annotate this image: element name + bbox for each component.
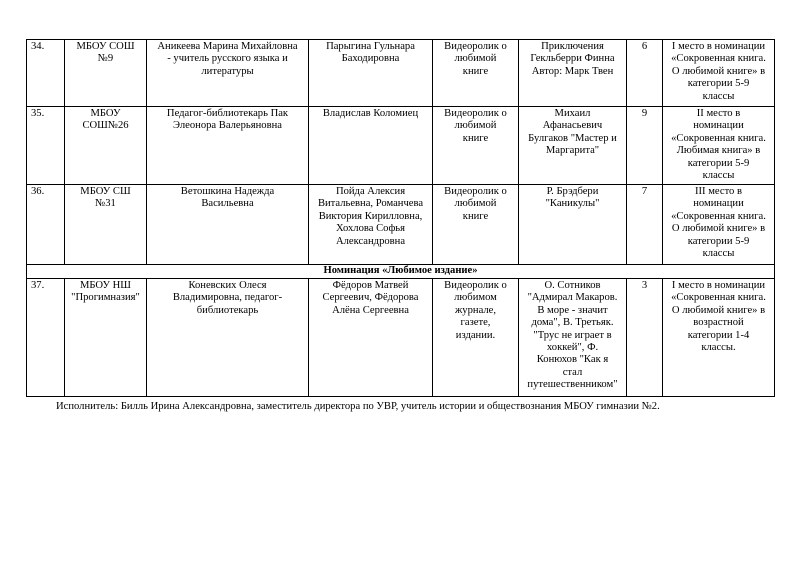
format-cell: Видеоролик о любимой книге [433, 185, 519, 265]
results-table [26, 39, 775, 397]
school-cell: МБОУ НШ "Прогимназия" [65, 279, 147, 397]
participant-cell: Фёдоров Матвей Сергеевич, Фёдорова Алёна Сергеевна [309, 279, 433, 397]
table-row [27, 185, 775, 265]
book-cell: О. Сотников "Адмирал Макаров. В море - значит дома", В. Третьяк. "Трус не играет в хоккей", Ф. Конюхов "Как я стал путешественником" [519, 279, 627, 397]
book-cell: Р. Брэдбери "Каникулы" [519, 185, 627, 265]
table-row [27, 40, 775, 107]
grade-cell: 3 [627, 279, 663, 397]
table-row [27, 279, 775, 397]
row-number: 34. [27, 40, 65, 107]
row-number: 36. [27, 185, 65, 265]
grade-cell: 6 [627, 40, 663, 107]
results-sheet [26, 39, 774, 397]
participant-cell: Парыгина Гульнара Баходировна [309, 40, 433, 107]
result-cell: I место в номинации «Сокровенная книга. О любимой книге» в категории 5-9 классы [663, 40, 775, 107]
result-cell: II место в номинации «Сокровенная книга. Любимая книга» в категории 5-9 классы [663, 107, 775, 185]
grade-cell: 9 [627, 107, 663, 185]
format-cell: Видеоролик о любимом журнале, газете, издании. [433, 279, 519, 397]
executor-note: Исполнитель: Билль Ирина Александровна, заместитель директора по УВР, учитель истории и обществознания МБОУ гимназии №2. [56, 401, 660, 412]
format-cell: Видеоролик о любимой книге [433, 107, 519, 185]
nomination-title: Номинация «Любимое издание» [27, 265, 775, 279]
result-cell: I место в номинации «Сокровенная книга. О любимой книге» в возрастной категории 1-4 классы. [663, 279, 775, 397]
mentor-cell: Ветошкина Надежда Васильевна [147, 185, 309, 265]
result-cell: III место в номинации «Сокровенная книга. О любимой книге» в категории 5-9 классы [663, 185, 775, 265]
book-cell: Приключения Гекльберри Финна Автор: Марк Твен [519, 40, 627, 107]
mentor-cell: Аникеева Марина Михайловна - учитель русского языка и литературы [147, 40, 309, 107]
table-row [27, 107, 775, 185]
school-cell: МБОУ СОШ№26 [65, 107, 147, 185]
book-cell: Михаил Афанасьевич Булгаков "Мастер и Маргарита" [519, 107, 627, 185]
school-cell: МБОУ СШ №31 [65, 185, 147, 265]
participant-cell: Пойда Алексия Витальевна, Романчева Виктория Кирилловна, Хохлова Софья Александровна [309, 185, 433, 265]
nomination-row [27, 265, 775, 279]
row-number: 37. [27, 279, 65, 397]
school-cell: МБОУ СОШ №9 [65, 40, 147, 107]
mentor-cell: Коневских Олеся Владимировна, педагог- библиотекарь [147, 279, 309, 397]
participant-cell: Владислав Коломиец [309, 107, 433, 185]
mentor-cell: Педагог-библиотекарь Пак Элеонора Валерьяновна [147, 107, 309, 185]
grade-cell: 7 [627, 185, 663, 265]
row-number: 35. [27, 107, 65, 185]
format-cell: Видеоролик о любимой книге [433, 40, 519, 107]
